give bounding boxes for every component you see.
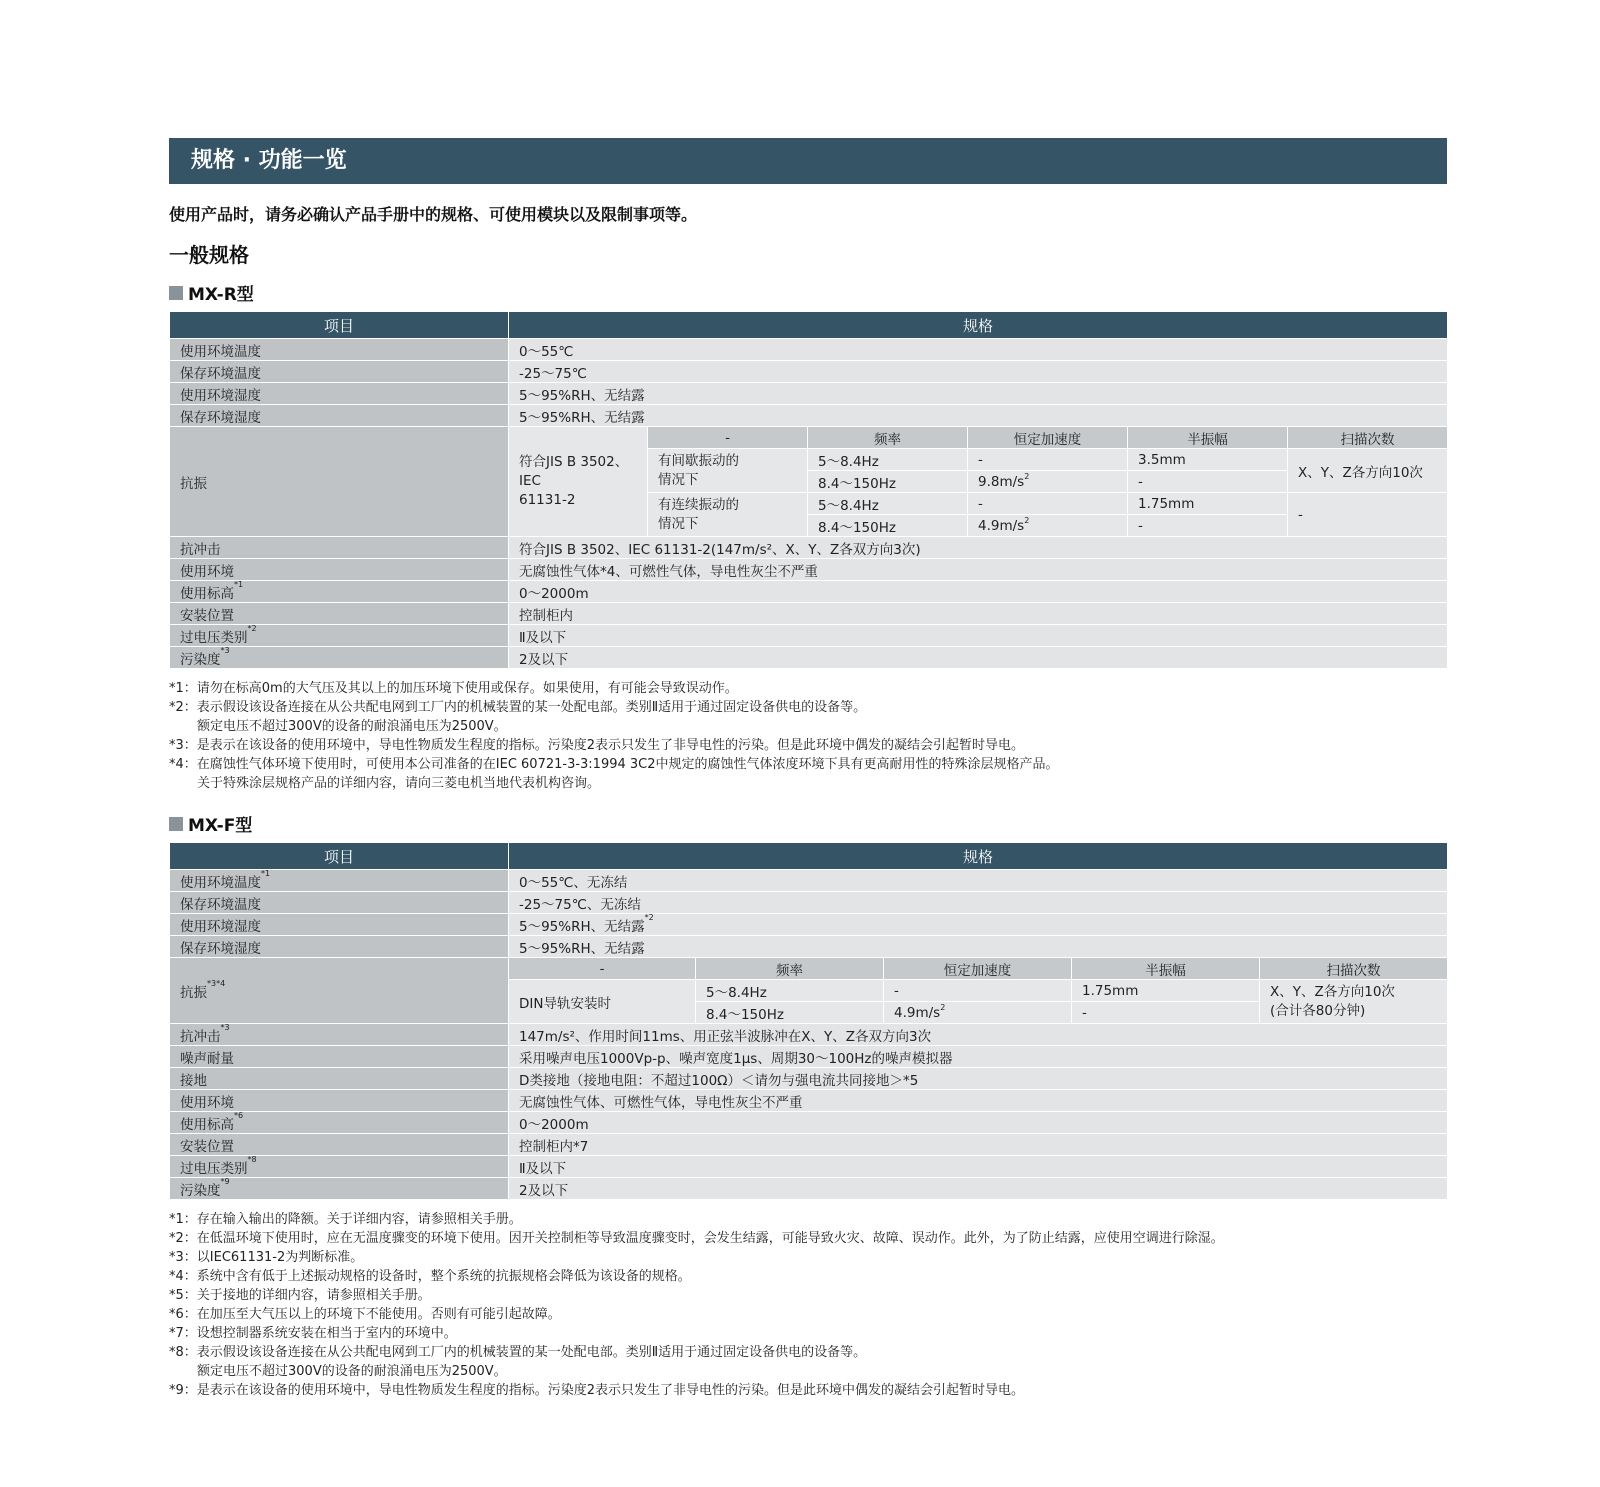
vib-freq-header: 频率 (808, 427, 968, 449)
row-label: 使用环境 (170, 559, 509, 581)
col-item-header: 项目 (170, 843, 509, 870)
vib-cell: - (968, 449, 1128, 471)
mxr-footnotes (169, 679, 1447, 793)
row-value: 采用噪声电压1000Vp-p、噪声宽度1μs、周期30～100Hz的噪声模拟器 (509, 1046, 1448, 1068)
vib-cell: - (1128, 515, 1288, 537)
mxf-footnotes (169, 1210, 1447, 1400)
section-banner: 规格 · 功能一览 (169, 138, 1447, 184)
footnote: *1：请勿在标高0m的大气压及其以上的加压环境下使用或保存。如果使用，有可能会导致误动作。 (169, 681, 738, 696)
row-value: 0～55℃ (509, 339, 1448, 361)
table-row (170, 647, 1448, 669)
mxr-title: MX-R型 (188, 285, 254, 305)
mxr-heading (169, 280, 1447, 305)
table-row (170, 559, 1448, 581)
vib-din-mount: DIN导轨安装时 (509, 980, 696, 1024)
vib-amp-header: 半振幅 (1128, 427, 1288, 449)
table-row (170, 1090, 1448, 1112)
vib-sweep-header: 扫描次数 (1288, 427, 1448, 449)
row-label: 噪声耐量 (170, 1046, 509, 1068)
row-label: 使用环境温度 (170, 339, 509, 361)
table-header-row (170, 312, 1448, 339)
vib-cell: - (884, 980, 1072, 1002)
vib-cell: 8.4～150Hz (808, 471, 968, 493)
table-row (170, 427, 1448, 449)
row-label: 保存环境湿度 (170, 405, 509, 427)
footnote: *7：设想控制器系统安装在相当于室内的环境中。 (169, 1326, 457, 1341)
square-bullet-icon (169, 286, 183, 300)
row-value: D类接地（接地电阻：不超过100Ω）＜请勿与强电流共同接地＞*5 (509, 1068, 1448, 1090)
row-value: 控制柜内 (509, 603, 1448, 625)
row-label: 使用标高$^{*1}$ (170, 581, 509, 603)
footnote: 关于特殊涂层规格产品的详细内容，请向三菱电机当地代表机构咨询。 (197, 776, 601, 791)
row-label: 使用环境湿度 (170, 914, 509, 936)
row-value: -25～75℃ (509, 361, 1448, 383)
general-spec-title: 一般规格 (169, 243, 249, 267)
vib-amp-header: 半振幅 (1072, 958, 1260, 980)
table-row (170, 914, 1448, 936)
row-value: 2及以下 (509, 647, 1448, 669)
vib-acc-header: 恒定加速度 (968, 427, 1128, 449)
vib-dash-header: - (509, 958, 696, 980)
vib-continuous: 有连续振动的 情况下 (648, 493, 808, 537)
mxf-spec-table (169, 842, 1448, 1200)
row-label: 使用环境 (170, 1090, 509, 1112)
row-value: 5～95%RH、无结露 (509, 936, 1448, 958)
row-value: 无腐蚀性气体、可燃性气体，导电性灰尘不严重 (509, 1090, 1448, 1112)
footnote: *4：在腐蚀性气体环境下使用时，可使用本公司准备的在IEC 60721-3-3:1994 3C2中规定的腐蚀性气体浓度环境下具有更高耐用性的特殊涂层规格产品。 (169, 757, 1059, 772)
table-row (170, 339, 1448, 361)
vib-item: 抗振$^{*3*4}$ (170, 958, 509, 1024)
row-value: 5～95%RH、无结露$^{*2}$ (509, 914, 1448, 936)
vib-item: 抗振 (170, 427, 509, 537)
footnote: *3：以IEC61131-2为判断标准。 (169, 1250, 364, 1265)
row-label: 保存环境温度 (170, 361, 509, 383)
table-row (170, 361, 1448, 383)
vib-cell: - (1128, 471, 1288, 493)
row-value: 0～2000m (509, 581, 1448, 603)
table-row (170, 1068, 1448, 1090)
table-row (170, 892, 1448, 914)
vib-sweep-header: 扫描次数 (1260, 958, 1448, 980)
row-label: 使用环境湿度 (170, 383, 509, 405)
vib-cell: 8.4～150Hz (696, 1002, 884, 1024)
square-bullet-icon (169, 817, 183, 831)
row-value: 控制柜内*7 (509, 1134, 1448, 1156)
table-row (170, 1156, 1448, 1178)
row-label: 抗冲击 (170, 537, 509, 559)
vib-cell: 5～8.4Hz (808, 449, 968, 471)
vib-cell: $9.8m/s^2$ (968, 471, 1128, 493)
vib-intermittent: 有间歇振动的 情况下 (648, 449, 808, 493)
col-spec-header: 规格 (509, 312, 1448, 339)
row-label: 抗冲击$^{*3}$ (170, 1024, 509, 1046)
footnote: *5：关于接地的详细内容，请参照相关手册。 (169, 1288, 431, 1303)
row-value: 5～95%RH、无结露 (509, 405, 1448, 427)
page-content (169, 138, 1447, 1400)
row-label: 保存环境湿度 (170, 936, 509, 958)
row-label: 使用环境温度$^{*1}$ (170, 870, 509, 892)
vib-cell: $4.9m/s^2$ (968, 515, 1128, 537)
row-value: 2及以下 (509, 1178, 1448, 1200)
vib-dash-header: - (648, 427, 808, 449)
row-label: 接地 (170, 1068, 509, 1090)
table-row (170, 936, 1448, 958)
row-value: -25～75℃、无冻结 (509, 892, 1448, 914)
footnote: *1：存在输入输出的降额。关于详细内容，请参照相关手册。 (169, 1212, 522, 1227)
vib-sweep: X、Y、Z各方向10次 (合计各80分钟) (1260, 980, 1448, 1024)
row-label: 安装位置 (170, 1134, 509, 1156)
footnote: *8：表示假设该设备连接在从公共配电网到工厂内的机械装置的某一处配电部。类别Ⅱ适用于通过固定设备供电的设备等。 (169, 1345, 867, 1360)
table-header-row (170, 843, 1448, 870)
mxf-title: MX-F型 (188, 816, 253, 836)
table-row (170, 1112, 1448, 1134)
vib-cell: 3.5mm (1128, 449, 1288, 471)
row-value: 5～95%RH、无结露 (509, 383, 1448, 405)
row-label: 过电压类别$^{*8}$ (170, 1156, 509, 1178)
row-label: 使用标高$^{*6}$ (170, 1112, 509, 1134)
table-row (170, 603, 1448, 625)
vib-sweep-1: X、Y、Z各方向10次 (1288, 449, 1448, 493)
row-label: 保存环境温度 (170, 892, 509, 914)
row-value: 147m/s²、作用时间11ms、用正弦半波脉冲在X、Y、Z各双方向3次 (509, 1024, 1448, 1046)
vib-freq-header: 频率 (696, 958, 884, 980)
footnote: *3：是表示在该设备的使用环境中，导电性物质发生程度的指标。污染度2表示只发生了非导电性的污染。但是此环境中偶发的凝结会引起暂时导电。 (169, 738, 1025, 753)
row-value: Ⅱ及以下 (509, 625, 1448, 647)
table-row (170, 581, 1448, 603)
vib-cell: - (1072, 1002, 1260, 1024)
row-value: 0～2000m (509, 1112, 1448, 1134)
vib-acc-header: 恒定加速度 (884, 958, 1072, 980)
mxf-heading (169, 811, 1447, 836)
table-row (170, 1134, 1448, 1156)
vib-cell: 1.75mm (1128, 493, 1288, 515)
vib-standard: 符合JIS B 3502、 IEC 61131-2 (509, 427, 648, 537)
row-label: 污染度$^{*3}$ (170, 647, 509, 669)
row-value: Ⅱ及以下 (509, 1156, 1448, 1178)
vib-cell: $4.9m/s^2$ (884, 1002, 1072, 1024)
vib-cell: 5～8.4Hz (696, 980, 884, 1002)
table-row (170, 625, 1448, 647)
row-label: 污染度$^{*9}$ (170, 1178, 509, 1200)
row-label: 安装位置 (170, 603, 509, 625)
vib-cell: 1.75mm (1072, 980, 1260, 1002)
table-row (170, 870, 1448, 892)
row-label: 过电压类别$^{*2}$ (170, 625, 509, 647)
footnote: *4：系统中含有低于上述振动规格的设备时，整个系统的抗振规格会降低为该设备的规格。 (169, 1269, 691, 1284)
table-row (170, 383, 1448, 405)
row-value: 符合JIS B 3502、IEC 61131-2(147m/s²、X、Y、Z各双方向3次) (509, 537, 1448, 559)
footnote: 额定电压不超过300V的设备的耐浪涌电压为2500V。 (197, 719, 507, 734)
footnote: *2：表示假设该设备连接在从公共配电网到工厂内的机械装置的某一处配电部。类别Ⅱ适用于通过固定设备供电的设备等。 (169, 700, 867, 715)
table-row (170, 1178, 1448, 1200)
footnote: 额定电压不超过300V的设备的耐浪涌电压为2500V。 (197, 1364, 507, 1379)
table-row (170, 1024, 1448, 1046)
table-row (170, 1046, 1448, 1068)
table-row (170, 958, 1448, 980)
col-item-header: 项目 (170, 312, 509, 339)
row-value: 0～55℃、无冻结 (509, 870, 1448, 892)
table-row (170, 537, 1448, 559)
table-row (170, 405, 1448, 427)
vib-cell: - (968, 493, 1128, 515)
footnote: *6：在加压至大气压以上的环境下不能使用。否则有可能引起故障。 (169, 1307, 561, 1322)
vib-cell: 5～8.4Hz (808, 493, 968, 515)
mxr-spec-table (169, 311, 1448, 669)
footnote: *2：在低温环境下使用时，应在无温度骤变的环境下使用。因开关控制柜等导致温度骤变时，会发生结露，可能导致火灾、故障、误动作。此外，为了防止结露，应使用空调进行除湿。 (169, 1231, 1224, 1246)
row-value: 无腐蚀性气体*4、可燃性气体，导电性灰尘不严重 (509, 559, 1448, 581)
col-spec-header: 规格 (509, 843, 1448, 870)
vib-cell: 8.4～150Hz (808, 515, 968, 537)
footnote: *9：是表示在该设备的使用环境中，导电性物质发生程度的指标。污染度2表示只发生了非导电性的污染。但是此环境中偶发的凝结会引起暂时导电。 (169, 1383, 1025, 1398)
vib-sweep-2: - (1288, 493, 1448, 537)
intro-text: 使用产品时，请务必确认产品手册中的规格、可使用模块以及限制事项等。 (169, 205, 698, 224)
